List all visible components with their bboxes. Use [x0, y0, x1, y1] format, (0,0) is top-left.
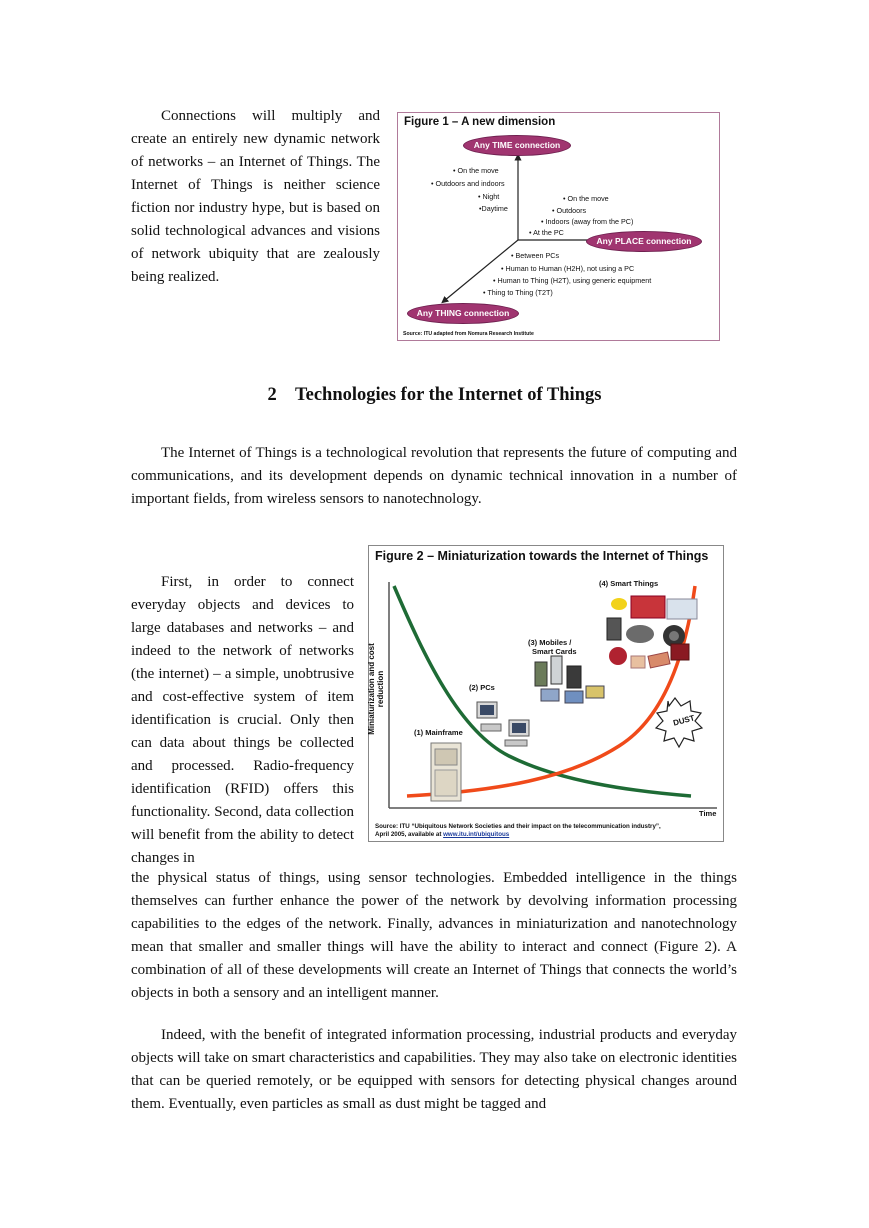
section-number: 2: [267, 385, 277, 405]
figure-1-source: Source: ITU adapted from Nomura Research Institute: [403, 331, 534, 337]
section-title: Technologies for the Internet of Things: [294, 385, 602, 405]
thing-item: • Human to Thing (H2T), using generic equipment: [493, 276, 652, 285]
thing-item: • Between PCs: [511, 251, 560, 260]
section-heading: [0, 385, 869, 406]
time-item: • Night: [478, 192, 500, 201]
time-connection-pill: Any TIME connection: [463, 135, 571, 156]
time-item: • Outdoors and indoors: [431, 179, 505, 188]
place-item: • Indoors (away from the PC): [541, 217, 634, 226]
paragraph-3-continuation: the physical status of things, using sensor technologies. Embedded intelligence in the things themselves can further enhance the power of the network by devolving information processing capabilities to the edges of the network. Finally, advances in miniaturization and nanotechnology mean that smaller and smaller things will have the ability to interact and connect (Figure 2). A combination of all of these developments will create an Internet of Things that connects the world’s objects in both a sensory and an intelligent manner.: [131, 870, 737, 1001]
x-axis-label: Time: [699, 809, 717, 818]
mobiles-smart-cards-icon: [535, 656, 604, 703]
place-item: • At the PC: [529, 228, 564, 237]
time-item: • On the move: [453, 166, 499, 175]
paragraph-2: The Internet of Things is a technological revolution that represents the future of computing and communications, and its development depends on dynamic technical innovation in a number of important fields, from wireless sensors to nanotechnology.: [131, 445, 737, 507]
stage-1-label: (1) Mainframe: [414, 728, 463, 737]
mainframe-icon: [431, 743, 461, 801]
figure-2-title: Figure 2 – Miniaturization towards the Internet of Things: [375, 549, 709, 563]
stage-3-label-line2: Smart Cards: [532, 647, 577, 656]
thing-connection-pill: Any THING connection: [407, 303, 519, 324]
place-item: • Outdoors: [552, 206, 587, 215]
figure-2-source: Source: ITU “Ubiquitous Network Societies and their impact on the telecommunication industry”, April 2005, available at www.itu.int/ubiquitous: [375, 823, 661, 838]
figure-1: [397, 112, 720, 341]
intro-paragraph: Connections will multiply and create an entirely new dynamic network of networks – an Internet of Things. The Internet of Things is neither science fiction nor industry hype, but is based on solid technological advances and visions of network ubiquity that are zealously being realized.: [131, 108, 380, 285]
y-axis-label: Miniaturization and cost reduction: [367, 643, 385, 735]
figure-1-title: Figure 1 – A new dimension: [404, 116, 556, 128]
dust-label: DUST: [672, 713, 696, 728]
smart-things-icon: [607, 596, 697, 668]
place-connection-pill: Any PLACE connection: [586, 231, 702, 252]
paragraph-4: Indeed, with the benefit of integrated information processing, industrial products and everyday objects will take on smart characteristics and capabilities. They may also take on electronic identities that can be queried remotely, or be equipped with sensors for detecting physical changes around them. Eventually, even particles as small as dust might be tagged and: [131, 1027, 737, 1112]
stage-2-label: (2) PCs: [469, 683, 495, 692]
paragraph-3-wrapped: First, in order to connect everyday objects and devices to large databases and networks – and indeed to the network of networks (the internet) – a simple, unobtrusive and cost-effective system of item identification is crucial. Only then can data about things be collected and processed. Radio-frequency identification (RFID) offers this functionality. Second, data collection will benefit from the ability to detect changes in: [131, 574, 354, 866]
thing-item: • Human to Human (H2H), not using a PC: [501, 264, 635, 273]
figure-2-chart: [369, 546, 725, 843]
time-item: •Daytime: [479, 204, 508, 213]
stage-4-label: (4) Smart Things: [599, 579, 659, 588]
figure-2: [368, 545, 724, 842]
place-item: • On the move: [563, 194, 609, 203]
stage-3-label: (3) Mobiles /: [528, 638, 572, 647]
source-link[interactable]: www.itu.int/ubiquitous: [443, 831, 510, 838]
thing-item: • Thing to Thing (T2T): [483, 288, 553, 297]
